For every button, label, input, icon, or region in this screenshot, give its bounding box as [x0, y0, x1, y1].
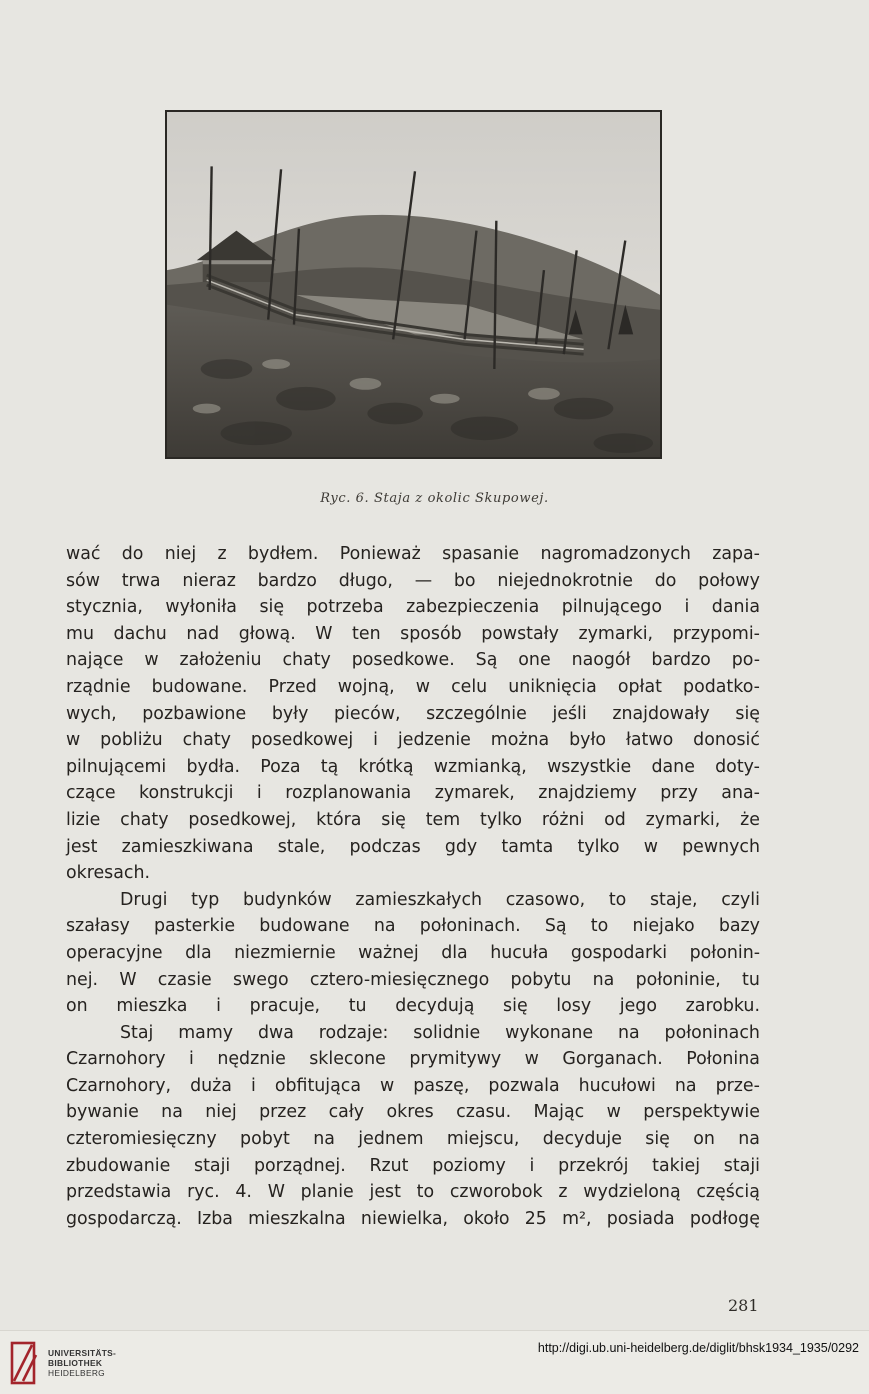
word: Izba	[196, 1208, 233, 1229]
word: celu	[451, 676, 488, 697]
word: z	[558, 1182, 568, 1203]
word: nad	[186, 623, 220, 644]
word: na	[617, 1022, 640, 1043]
word: połoninie,	[635, 969, 721, 990]
word: Czarnohory,	[66, 1075, 172, 1096]
word: zymarek,	[434, 783, 515, 804]
word: bardzo	[257, 570, 317, 591]
word: pilnującego	[561, 597, 662, 618]
word: budynków	[242, 889, 332, 910]
word: bardzo	[651, 650, 711, 671]
word: wyłoniła	[165, 597, 237, 618]
word: były	[271, 703, 309, 724]
word: w	[66, 730, 81, 751]
word: Mając	[533, 1102, 585, 1123]
word: Przed	[268, 676, 317, 697]
word: to	[416, 1182, 435, 1203]
word: okresach.	[66, 863, 151, 884]
word: wzmianką,	[433, 756, 527, 777]
word: dwa	[257, 1022, 294, 1043]
word: i	[373, 730, 378, 751]
text-line	[66, 674, 760, 701]
word: zamieszkałych	[355, 889, 483, 910]
word: on	[693, 1129, 715, 1150]
word: i	[684, 597, 690, 618]
word: na	[674, 1075, 697, 1096]
word: znajdowały	[612, 703, 710, 724]
word: ryc.	[187, 1182, 220, 1203]
word: różni	[541, 809, 585, 830]
word: i	[256, 783, 262, 804]
word: —	[414, 570, 433, 591]
word: połoninach.	[419, 916, 521, 937]
word: budowane.	[151, 676, 248, 697]
word: Rzut	[369, 1155, 409, 1176]
word: chaty	[182, 730, 231, 751]
word: wych,	[66, 703, 117, 724]
word: pilnującemi	[66, 756, 167, 777]
word: jego	[619, 996, 657, 1017]
word: zamieszkiwana	[121, 836, 254, 857]
text-line	[66, 1179, 760, 1206]
word: długo,	[338, 570, 393, 591]
word: donosić	[693, 730, 760, 751]
word: bydłem.	[247, 544, 319, 564]
text-line	[66, 1046, 760, 1073]
word: w	[643, 836, 658, 857]
word: niej	[205, 1102, 237, 1123]
word: uniknięcia	[508, 676, 597, 697]
word: tylko	[577, 836, 620, 857]
word: tem	[425, 809, 461, 830]
text-line	[66, 993, 760, 1020]
library-name	[48, 1348, 116, 1378]
word: dane	[651, 756, 695, 777]
word: okres	[386, 1102, 434, 1123]
word: około	[463, 1208, 510, 1229]
word: 4.	[235, 1182, 252, 1203]
word: zabezpieczenia	[406, 597, 540, 618]
word: rozplanowania	[285, 783, 412, 804]
word: decydują	[395, 996, 475, 1017]
word: dla	[185, 942, 212, 963]
word: do	[121, 544, 144, 564]
word: pobytu	[510, 969, 572, 990]
text-line	[66, 1020, 760, 1047]
word: posedkowej,	[188, 809, 297, 830]
word: jest	[369, 1182, 401, 1203]
word: czasowo,	[505, 889, 586, 910]
word: gospodarczą.	[66, 1208, 182, 1229]
word: pieców,	[334, 703, 401, 724]
word: solidnie	[413, 1022, 481, 1043]
word: czworobok	[449, 1182, 543, 1203]
word: i	[250, 1075, 256, 1096]
word: połonin-	[689, 942, 760, 963]
text-line	[66, 860, 760, 887]
word: ważnej	[358, 942, 419, 963]
word: w	[606, 1102, 621, 1123]
text-line	[66, 1206, 760, 1233]
word: podczas	[349, 836, 421, 857]
word: swego	[233, 969, 289, 990]
word: gdy	[444, 836, 478, 857]
word: poziomy	[432, 1155, 506, 1176]
word: założeniu	[179, 650, 262, 671]
word: potrzeba	[306, 597, 384, 618]
word: prymitywy	[409, 1049, 502, 1070]
word: pewnych	[682, 836, 760, 857]
word: typ	[191, 889, 220, 910]
word: szałasy	[66, 916, 130, 937]
word: ana-	[721, 783, 760, 804]
word: dachu	[113, 623, 167, 644]
word: nędznie	[217, 1049, 286, 1070]
word: rodzaje:	[318, 1022, 389, 1043]
word: jednem	[358, 1129, 424, 1150]
word: porządnej.	[253, 1155, 346, 1176]
word: można	[490, 730, 550, 751]
text-line	[66, 754, 760, 781]
word: rządnie	[66, 676, 131, 697]
word: zymarki,	[578, 623, 654, 644]
word: nej.	[66, 969, 99, 990]
word: jest	[66, 836, 98, 857]
word: gospodarki	[570, 942, 668, 963]
photo-image	[167, 112, 660, 457]
word: obfitująca	[274, 1075, 362, 1096]
text-line	[66, 541, 760, 568]
word: cały	[328, 1102, 365, 1123]
word: stycznia,	[66, 597, 143, 618]
text-line	[66, 967, 760, 994]
word: zapa-	[712, 544, 760, 564]
text-line	[66, 701, 760, 728]
word: od	[604, 809, 626, 830]
word: tu	[742, 969, 760, 990]
word: w	[415, 676, 430, 697]
word: pracuje,	[249, 996, 321, 1017]
word: łatwo	[625, 730, 674, 751]
word: czyli	[721, 889, 760, 910]
word: połowy	[698, 570, 760, 591]
word: czasie	[157, 969, 212, 990]
word: że	[740, 809, 760, 830]
word: miejscu,	[446, 1129, 520, 1150]
word: budowane	[259, 916, 350, 937]
text-line	[66, 727, 760, 754]
word: chaty	[282, 650, 331, 671]
word: niejednokrotnie	[497, 570, 633, 591]
word: on	[66, 996, 88, 1017]
word: dla	[441, 942, 468, 963]
word: niej	[164, 544, 197, 564]
word: paszę,	[413, 1075, 470, 1096]
word: mieszka	[116, 996, 188, 1017]
word: 25	[524, 1208, 547, 1229]
text-line	[66, 594, 760, 621]
word: i	[189, 1049, 194, 1070]
word: częścią	[696, 1182, 760, 1203]
word: czące	[66, 783, 116, 804]
word: decyduje	[542, 1129, 622, 1150]
word: na	[373, 916, 396, 937]
word: Czarnohory	[66, 1049, 166, 1070]
word: Ponieważ	[339, 544, 421, 564]
university-library-logo-icon	[10, 1341, 40, 1385]
word: przypomi-	[672, 623, 760, 644]
page-url[interactable]: http://digi.ub.uni-heidelberg.de/diglit/bhsk1934_1935/0292	[537, 1341, 859, 1355]
word: przy	[660, 783, 698, 804]
text-line	[66, 1073, 760, 1100]
word: stale,	[277, 836, 326, 857]
word: m²,	[562, 1208, 592, 1229]
page-number: 281	[728, 1296, 759, 1315]
word: na	[738, 1129, 760, 1150]
word: głową.	[238, 623, 296, 644]
word: trwa	[121, 570, 161, 591]
word: która	[316, 809, 362, 830]
word: hucuła	[490, 942, 549, 963]
word: Są	[475, 650, 498, 671]
word: na	[592, 969, 615, 990]
word: to	[590, 916, 609, 937]
word: Są	[544, 916, 567, 937]
word: mieszkalna	[248, 1208, 346, 1229]
word: losy	[556, 996, 592, 1017]
word: jedzenie	[397, 730, 471, 751]
word: czteromiesięczny	[66, 1129, 217, 1150]
word: mamy	[178, 1022, 234, 1043]
photo-staja	[165, 110, 662, 459]
text-line	[66, 940, 760, 967]
word: pozbawione	[142, 703, 247, 724]
word: było	[569, 730, 607, 751]
word: wszystkie	[547, 756, 632, 777]
word: pobyt	[240, 1129, 290, 1150]
word: na	[313, 1129, 335, 1150]
word: takiej	[652, 1155, 701, 1176]
word: przekrój	[558, 1155, 629, 1176]
figure-caption: Ryc. 6. Staja z okolic Skupowej.	[320, 491, 549, 506]
word: staji	[194, 1155, 231, 1176]
word: posiada	[606, 1208, 675, 1229]
word: podłogę	[689, 1208, 760, 1229]
library-name-line2: BIBLIOTHEK	[48, 1358, 103, 1368]
word: przez	[259, 1102, 307, 1123]
word: tu	[348, 996, 367, 1017]
word: bydła.	[186, 756, 241, 777]
library-name-line3: HEIDELBERG	[48, 1368, 105, 1378]
text-line	[66, 834, 760, 861]
word: pobliżu	[100, 730, 163, 751]
word: posedkowej	[250, 730, 354, 751]
word: konstrukcji	[139, 783, 234, 804]
word: doty-	[715, 756, 760, 777]
word: w	[524, 1049, 539, 1070]
word: w	[144, 650, 159, 671]
word: po-	[731, 650, 760, 671]
word: prze-	[715, 1075, 760, 1096]
word: wydzieloną	[583, 1182, 681, 1203]
word: staje,	[649, 889, 698, 910]
word: i	[529, 1155, 535, 1176]
word: perspektywie	[643, 1102, 760, 1123]
word: duża	[190, 1075, 232, 1096]
word: cztero-miesięcznego	[309, 969, 490, 990]
word: zarobku.	[685, 996, 760, 1017]
word: powstały	[481, 623, 559, 644]
viewer-footer	[0, 1330, 869, 1394]
word: znajdziemy	[538, 783, 637, 804]
word: pozwala	[488, 1075, 560, 1096]
text-line	[66, 913, 760, 940]
word: bazy	[718, 916, 760, 937]
word: operacyjne	[66, 942, 163, 963]
text-line	[66, 887, 760, 914]
word: tamta	[501, 836, 554, 857]
word: ten	[352, 623, 381, 644]
word: na	[161, 1102, 183, 1123]
word: one	[518, 650, 551, 671]
word: nagromadzonych	[540, 544, 691, 564]
word: W	[315, 623, 333, 644]
word: posedkowe.	[351, 650, 455, 671]
word: do	[654, 570, 677, 591]
word: wać	[66, 544, 101, 564]
word: W	[267, 1182, 285, 1203]
word: się	[735, 703, 760, 724]
word: sów	[66, 570, 100, 591]
word: się	[381, 809, 406, 830]
word: niewielka,	[360, 1208, 449, 1229]
word: to	[608, 889, 627, 910]
word: hucułowi	[578, 1075, 656, 1096]
word: wojną,	[337, 676, 395, 697]
word: wykonane	[505, 1022, 594, 1043]
text-line	[66, 647, 760, 674]
word: przedstawia	[66, 1182, 172, 1203]
word: bo	[453, 570, 476, 591]
text-line	[66, 621, 760, 648]
word: lizie	[66, 809, 101, 830]
word: dania	[711, 597, 760, 618]
word: Poza	[260, 756, 301, 777]
word: Połonina	[686, 1049, 760, 1070]
word: krótką	[358, 756, 414, 777]
word: W	[119, 969, 137, 990]
word: z	[217, 544, 227, 564]
word: sklecone	[309, 1049, 386, 1070]
body-text	[66, 541, 760, 1232]
word: się	[645, 1129, 670, 1150]
word: planie	[300, 1182, 354, 1203]
word: czasu.	[456, 1102, 512, 1123]
word: sposób	[400, 623, 462, 644]
word: naogół	[571, 650, 631, 671]
word: tą	[320, 756, 339, 777]
text-line	[66, 568, 760, 595]
word: nające	[66, 650, 124, 671]
word: połoninach	[664, 1022, 760, 1043]
word: szczególnie	[426, 703, 527, 724]
word: Drugi	[120, 889, 168, 910]
library-name-line1: UNIVERSITÄTS-	[48, 1348, 117, 1358]
word: zymarki,	[645, 809, 721, 830]
word: Staj	[120, 1022, 154, 1043]
word: zbudowanie	[66, 1155, 171, 1176]
word: i	[216, 996, 221, 1017]
word: podatko-	[683, 676, 760, 697]
word: się	[259, 597, 285, 618]
word: niejako	[632, 916, 695, 937]
text-line	[66, 1126, 760, 1153]
word: nieraz	[182, 570, 236, 591]
word: się	[503, 996, 528, 1017]
word: tylko	[480, 809, 523, 830]
word: spasanie	[442, 544, 520, 564]
word: staji	[723, 1155, 760, 1176]
word: chaty	[120, 809, 169, 830]
word: pasterkie	[154, 916, 236, 937]
word: w	[380, 1075, 395, 1096]
text-line	[66, 807, 760, 834]
word: mu	[66, 623, 94, 644]
word: bywanie	[66, 1102, 139, 1123]
word: opłat	[617, 676, 662, 697]
text-line	[66, 1099, 760, 1126]
word: jeśli	[552, 703, 587, 724]
word: niezmiernie	[234, 942, 336, 963]
word: Gorganach.	[562, 1049, 663, 1070]
text-line	[66, 780, 760, 807]
text-line	[66, 1153, 760, 1180]
